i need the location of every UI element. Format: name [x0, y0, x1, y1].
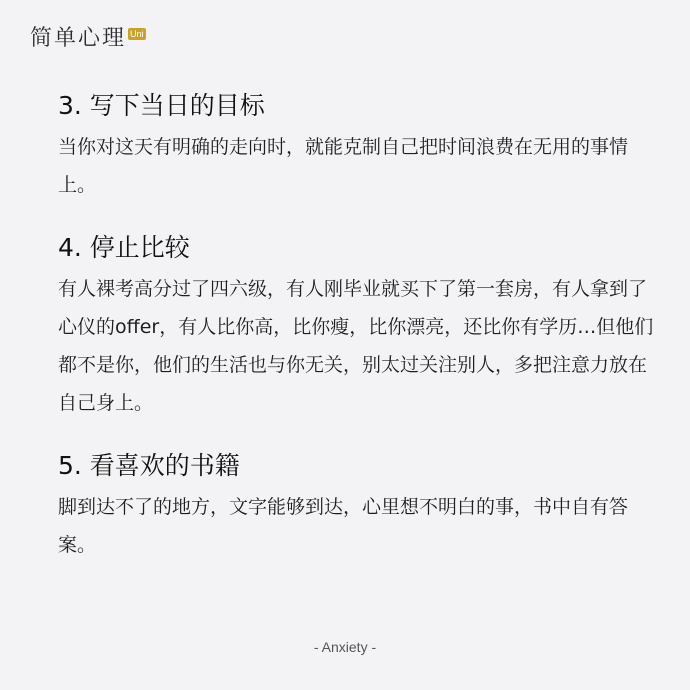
brand-name: 简单心理 [30, 26, 127, 51]
section-heading: 4. 停止比较 [58, 233, 190, 262]
section-body: 有人裸考高分过了四六级，有人刚毕业就买下了第一套房，有人拿到了心仪的offer，有人比你高，比你瘦，比你漂亮，还比你有学历…但他们都不是你，他们的生活也与你无关，别太过关注别人，多把注意力放在自己身上。 [58, 278, 654, 414]
section-4 [58, 226, 658, 422]
article-content [58, 84, 658, 586]
section-heading: 3. 写下当日的目标 [58, 91, 265, 120]
section-5 [58, 444, 658, 564]
brand-logo [30, 24, 146, 54]
brand-badge: Uni [130, 29, 144, 39]
section-body: 脚到达不了的地方，文字能够到达，心里想不明白的事，书中自有答案。 [58, 496, 629, 556]
section-heading: 5. 看喜欢的书籍 [58, 451, 240, 480]
section-3 [58, 84, 658, 204]
footer-signature: - Anxiety - [313, 639, 377, 655]
section-body: 当你对这天有明确的走向时，就能克制自己把时间浪费在无用的事情上。 [58, 136, 629, 196]
